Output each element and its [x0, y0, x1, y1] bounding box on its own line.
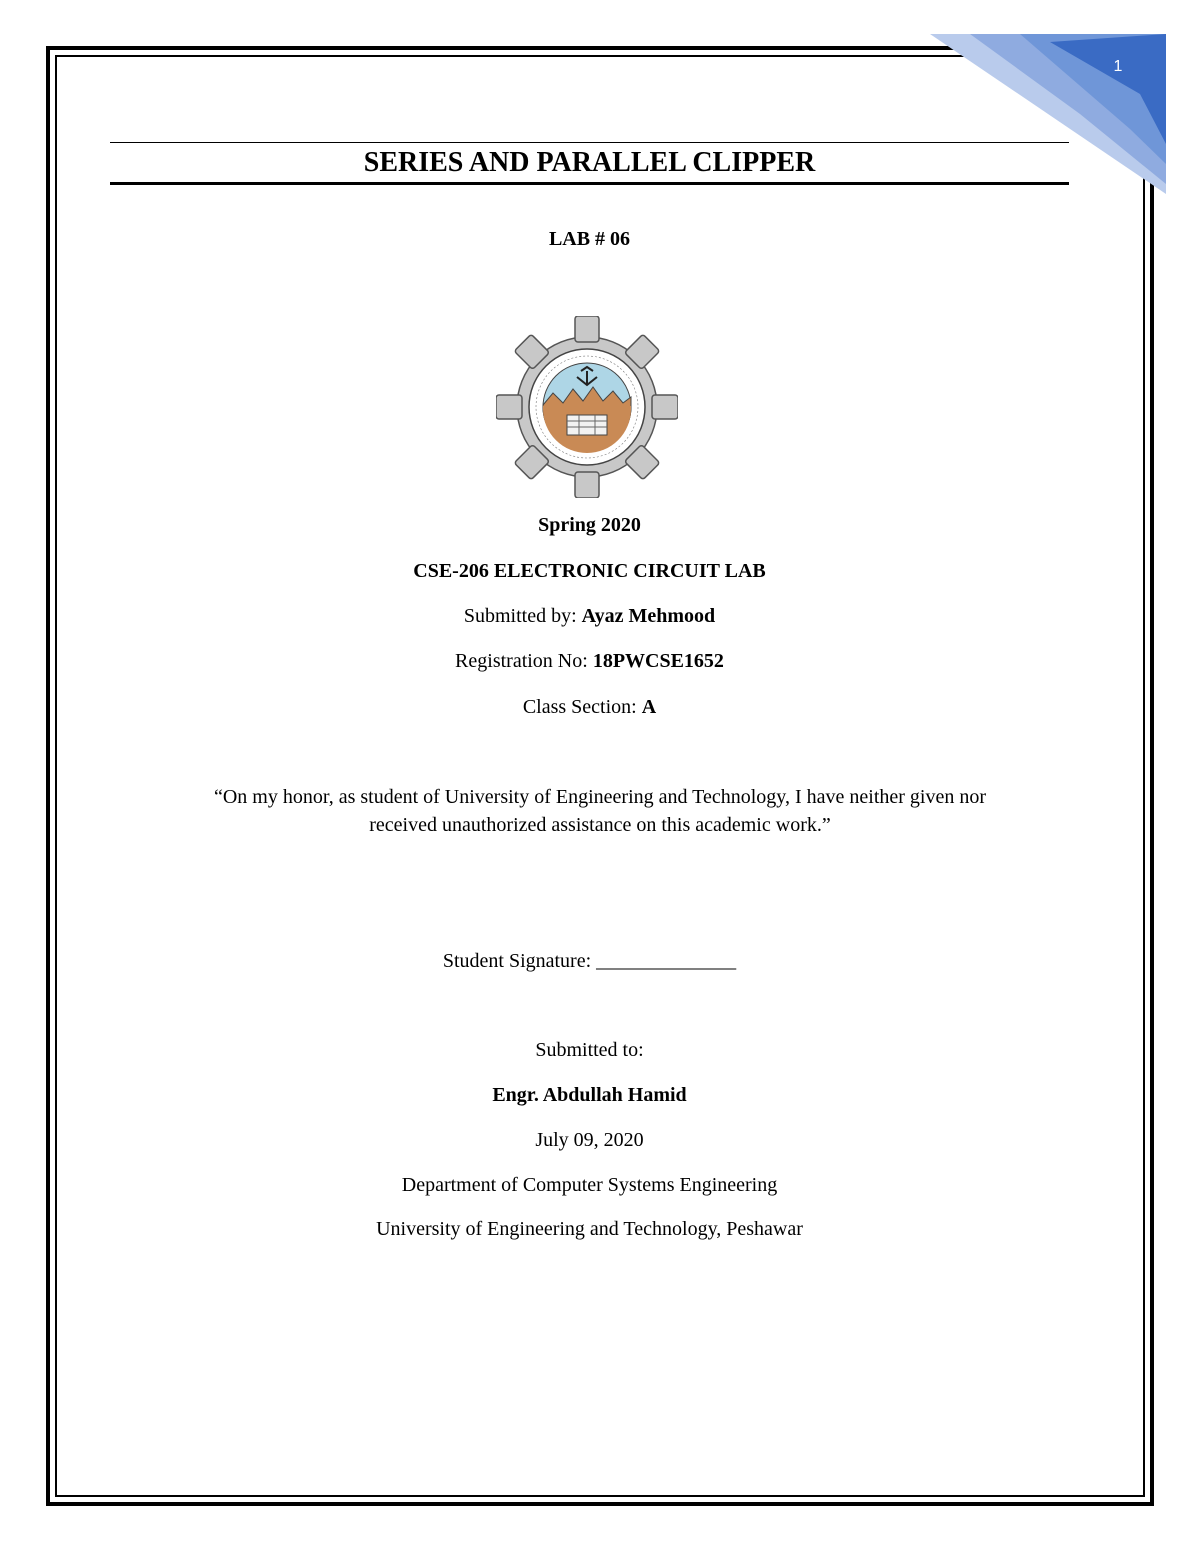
registration-label: Registration No:: [455, 650, 593, 672]
semester: Spring 2020: [538, 514, 641, 536]
university-seal-logo: [496, 316, 678, 498]
class-section-label: Class Section:: [522, 696, 642, 718]
student-name: Ayaz Mehmood: [581, 605, 716, 627]
honor-statement-line-2: received unauthorized assistance on this academic work.”: [369, 814, 831, 836]
title-rule-top: [110, 142, 1069, 143]
lab-number: LAB # 06: [548, 228, 631, 250]
class-section: A: [641, 696, 657, 718]
document-title: SERIES AND PARALLEL CLIPPER: [363, 147, 816, 178]
department-name: Department of Computer Systems Engineering: [401, 1174, 778, 1196]
page-border-inner: [55, 55, 1145, 1497]
submitted-to-label: Submitted to:: [535, 1039, 644, 1061]
title-rule-bottom: [110, 182, 1069, 185]
submitted-by-label: Submitted by:: [463, 605, 582, 627]
registration-number: 18PWCSE1652: [592, 650, 724, 672]
page-number: 1: [1113, 58, 1123, 75]
submission-date: July 09, 2020: [535, 1129, 644, 1151]
university-name: University of Engineering and Technology, Peshawar: [376, 1218, 803, 1240]
registration-line: [110, 648, 1069, 674]
course-name: CSE-206 ELECTRONIC CIRCUIT LAB: [413, 560, 766, 582]
submitted-by-line: [110, 603, 1069, 629]
honor-statement-line-1: “On my honor, as student of University of Engineering and Technology, I have neither given nor: [213, 786, 987, 808]
student-signature: Student Signature: ______________: [442, 950, 737, 972]
class-section-line: [110, 694, 1069, 720]
instructor-name: Engr. Abdullah Hamid: [492, 1084, 687, 1106]
